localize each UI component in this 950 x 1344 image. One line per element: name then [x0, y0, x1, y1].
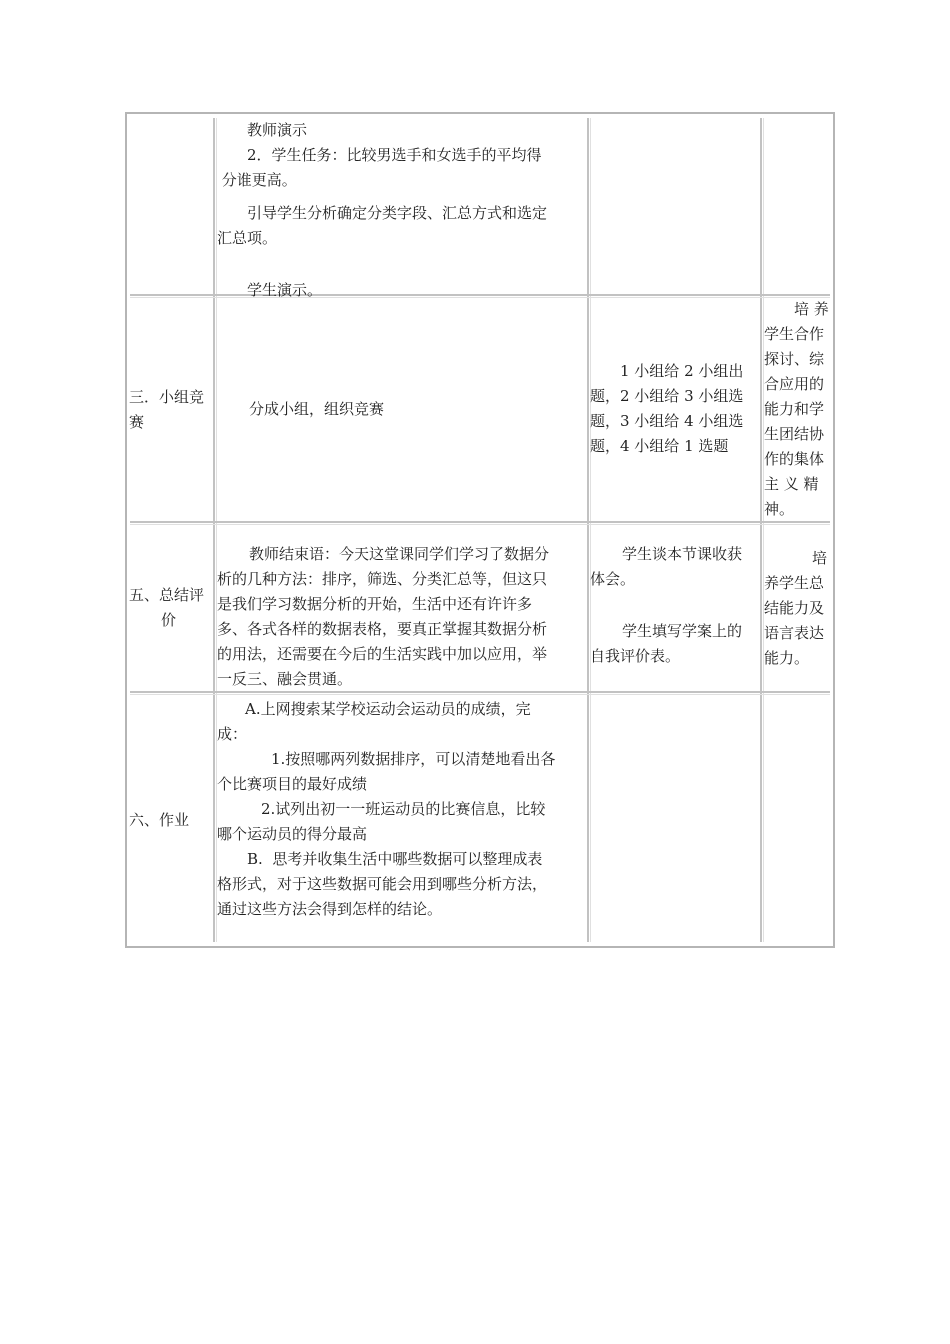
blank-line: [217, 251, 589, 276]
text-line: 探讨、综: [764, 350, 825, 368]
row3-stage-cell: [129, 583, 215, 633]
text-line: 的用法，还需要在今后的生活实践中加以应用，举: [217, 645, 548, 663]
text-line: 析的几种方法：排序，筛选、分类汇总等，但这只: [217, 570, 548, 588]
stage-label: 价: [161, 611, 177, 629]
text-line: 体会。: [590, 570, 636, 588]
text-line: 合应用的: [764, 375, 825, 393]
text-line: 能力和学: [764, 400, 825, 418]
text-line: 汇总项。: [217, 229, 278, 247]
text-line: 1 小组给 2 小组出: [620, 362, 744, 380]
text-line: 生团结协: [764, 425, 825, 443]
text-line: 成：: [217, 725, 248, 743]
text-line: 学生谈本节课收获: [622, 545, 743, 563]
text-line: 格形式，对于这些数据可能会用到哪些分析方法，: [217, 875, 548, 893]
column-divider: [760, 118, 764, 942]
row4-stage-cell: [129, 808, 215, 833]
text-line: 主 义 精: [764, 475, 819, 493]
row3-intent-cell: [764, 546, 834, 671]
text-line: 分谁更高。: [217, 171, 297, 189]
text-line: 学生填写学案上的: [622, 622, 743, 640]
row1-teacher-cell: [217, 118, 589, 303]
stage-label: 五、总结评: [129, 586, 205, 604]
stage-label: 六、作业: [129, 811, 190, 829]
text-line: 哪个运动员的得分最高: [217, 825, 368, 843]
blank-line: [590, 592, 762, 617]
text-line: 个比赛项目的最好成绩: [217, 775, 368, 793]
row2-stage-cell: [129, 385, 215, 435]
text-line: 是我们学习数据分析的开始，生活中还有许许多: [217, 595, 533, 613]
text-line: 能力。: [764, 649, 810, 667]
text-line: 培 养: [794, 300, 829, 318]
text-line: A.上网搜索某学校运动会运动员的成绩，完: [245, 700, 531, 718]
text-line: 多、各式各样的数据表格，要真正掌握其数据分析: [217, 620, 548, 638]
text-line: 题，3 小组给 4 小组选: [590, 412, 744, 430]
lesson-plan-table: [125, 112, 835, 948]
text-line: 学生演示。: [247, 281, 323, 299]
stage-label: 三．小组竞: [129, 388, 205, 406]
text-line: 结能力及: [764, 599, 825, 617]
row3-teacher-cell: [217, 542, 589, 692]
text-line: 教师演示: [247, 121, 308, 139]
text-line: 题，2 小组给 3 小组选: [590, 387, 744, 405]
text-line: 2．学生任务：比较男选手和女选手的平均得: [247, 146, 542, 164]
text-line: 作的集体: [764, 450, 825, 468]
row2-teacher-cell: [217, 397, 589, 422]
text-line: 教师结束语：今天这堂课同学们学习了数据分: [249, 545, 550, 563]
row2-intent-cell: [764, 297, 834, 522]
text-line: 养学生总: [764, 574, 825, 592]
row-divider: [130, 521, 830, 525]
text-line: 分成小组，组织竞赛: [249, 400, 385, 418]
text-line: 题，4 小组给 1 选题: [590, 437, 729, 455]
text-line: 引导学生分析确定分类字段、汇总方式和选定: [247, 204, 548, 222]
text-line: 自我评价表。: [590, 647, 681, 665]
text-line: 语言表达: [764, 624, 825, 642]
text-line: 1.按照哪两列数据排序，可以清楚地看出各: [271, 750, 556, 768]
text-line: 神。: [764, 500, 795, 518]
text-line: 培: [812, 549, 828, 567]
text-line: B. 思考并收集生活中哪些数据可以整理成表: [247, 850, 543, 868]
row3-student-cell: [590, 542, 762, 669]
text-line: 通过这些方法会得到怎样的结论。: [217, 900, 443, 918]
text-line: 一反三、融会贯通。: [217, 670, 353, 688]
text-line: 学生合作: [764, 325, 825, 343]
text-line: 2.试列出初一一班运动员的比赛信息，比较: [261, 800, 546, 818]
row4-teacher-cell: [217, 697, 589, 922]
row2-student-cell: [590, 359, 762, 459]
stage-label: 赛: [129, 413, 145, 431]
